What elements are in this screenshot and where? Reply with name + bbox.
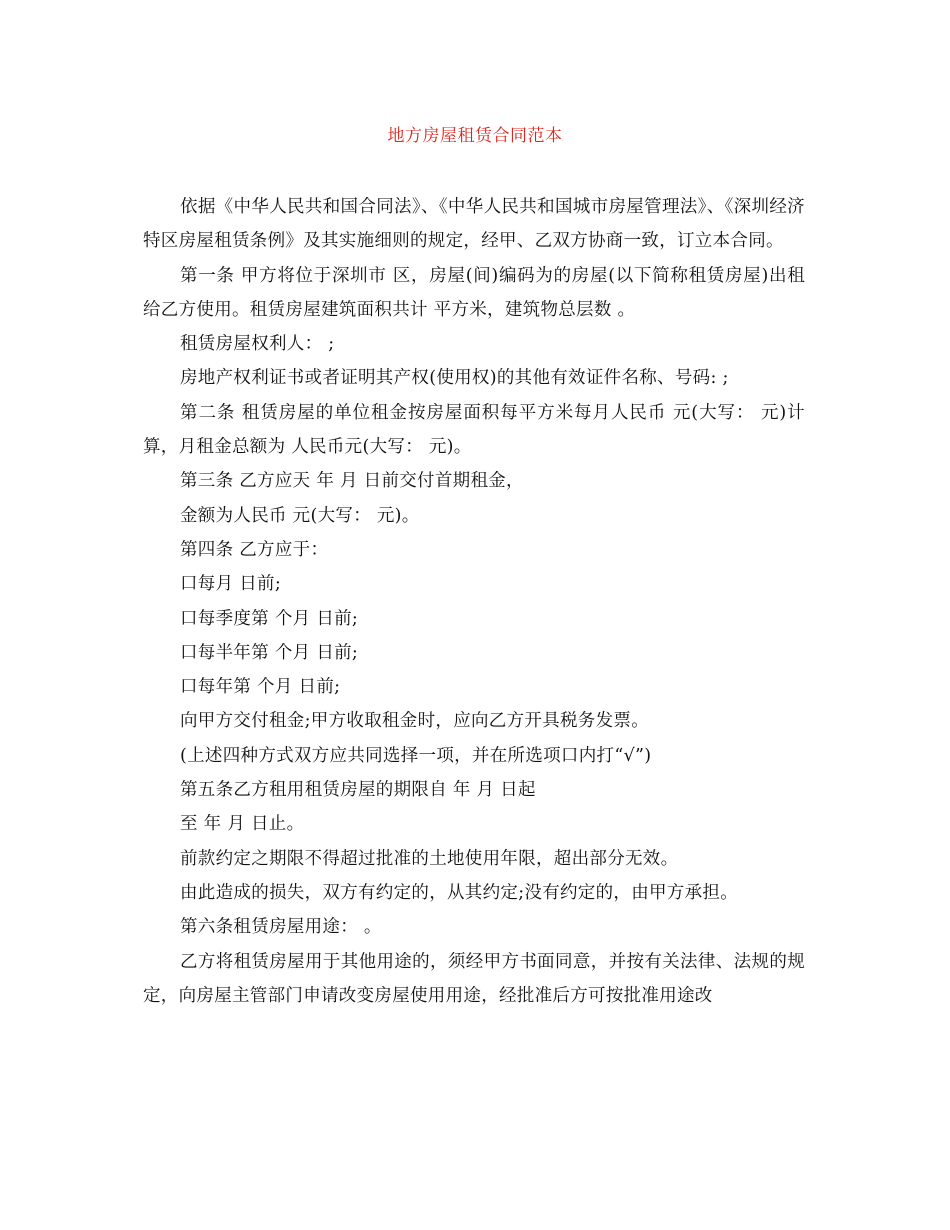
paragraph-loss-liability: 由此造成的损失，双方有约定的，从其约定;没有约定的，由甲方承担。 xyxy=(180,882,738,903)
paragraph-preamble: 依据《中华人民共和国合同法》、《中华人民共和国城市房屋管理法》、《深圳经济特区房屋租赁条例》及其实施细则的规定，经甲、乙双方协商一致，订立本合同。 xyxy=(143,197,805,252)
option-semiannual: 口每半年第 个月 日前; xyxy=(180,642,359,663)
paragraph-article-4: 第四条 乙方应于： xyxy=(180,539,329,560)
paragraph-article-2: 第二条 租赁房屋的单位租金按房屋面积每平方米每月人民币 元(大写： 元)计算，月租金总额为 人民币元(大写： 元)。 xyxy=(143,402,805,458)
paragraph-article-1: 第一条 甲方将位于深圳市 区，房屋(间)编码为的房屋(以下简称租赁房屋)出租给乙方使用。租赁房屋建筑面积共计 平方米，建筑物总层数 。 xyxy=(143,265,805,320)
option-quarterly: 口每季度第 个月 日前; xyxy=(180,608,359,629)
paragraph-option-note: (上述四种方式双方应共同选择一项，并在所选项口内打“√”) xyxy=(180,745,652,766)
paragraph-term-end: 至 年 月 日止。 xyxy=(180,814,305,835)
paragraph-article-6: 第六条租赁房屋用途： 。 xyxy=(180,917,382,938)
option-monthly: 口每月 日前; xyxy=(180,574,282,595)
paragraph-first-rent-amount: 金额为人民币 元(大写： 元)。 xyxy=(180,505,420,526)
paragraph-rent-payment: 向甲方交付租金;甲方收取租金时，应向乙方开具税务发票。 xyxy=(180,711,649,732)
document-title: 地方房屋租赁合同范本 xyxy=(387,126,563,146)
paragraph-property-certificate: 房地产权利证书或者证明其产权(使用权)的其他有效证件名称、号码: ; xyxy=(180,368,729,389)
paragraph-term-limit: 前款约定之期限不得超过批准的土地使用年限，超出部分无效。 xyxy=(180,848,679,869)
paragraph-rights-holder: 租赁房屋权利人： ; xyxy=(180,334,335,355)
document-body xyxy=(143,190,805,1013)
paragraph-use-change: 乙方将租赁房屋用于其他用途的，须经甲方书面同意，并按有关法律、法规的规定，向房屋主管部门申请改变房屋使用用途，经批准后方可按批准用途改 xyxy=(143,951,805,1006)
option-annual: 口每年第 个月 日前; xyxy=(180,677,341,698)
paragraph-article-3: 第三条 乙方应天 年 月 日前交付首期租金， xyxy=(180,471,524,492)
paragraph-article-5: 第五条乙方租用租赁房屋的期限自 年 月 日起 xyxy=(180,780,536,801)
